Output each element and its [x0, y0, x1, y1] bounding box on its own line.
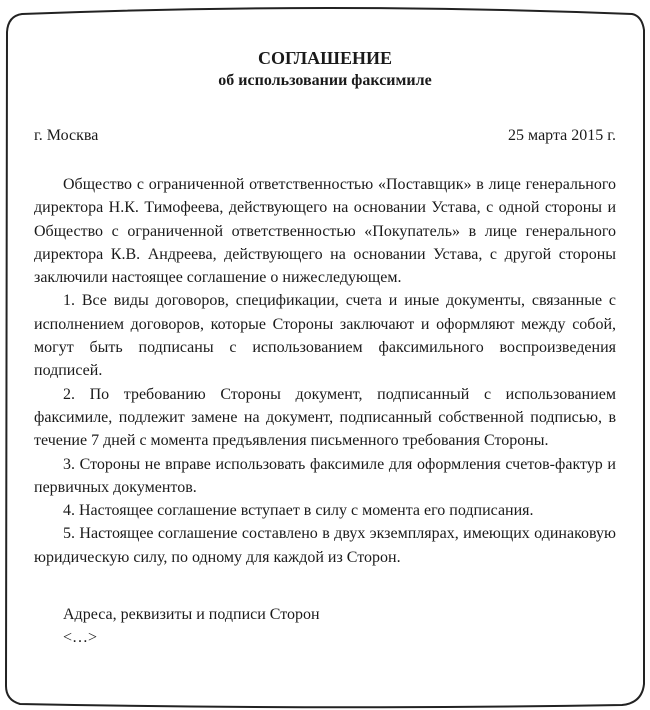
agreement-document [34, 36, 616, 649]
signatures-block [34, 603, 616, 649]
city: г. Москва [34, 127, 99, 144]
clause-4: 4. Настоящее соглашение вступает в силу с момента его подписания. [63, 502, 534, 520]
clause-5: 5. Настоящее соглашение составлено в двух экземплярах, имеющих одинаковую юридическую силу, по одному для каждой из Сторон. [34, 525, 616, 566]
date: 25 марта 2015 г. [508, 127, 616, 144]
document-title: СОГЛАШЕНИЕ [258, 48, 392, 68]
clause-1: 1. Все виды договоров, спецификации, счета и иные документы, связанные с исполнением договоров, которые Стороны заключают и оформляют между собой, могут быть подписаны с использованием факсимильного воспроизведения подписей. [34, 292, 616, 380]
omission-marker: <…> [63, 629, 98, 647]
preamble: Общество с ограниченной ответственностью «Поставщик» в лице генерального директора Н.К. Тимофеева, действующего на основании Устава, с одной стороны и Общество с ограниченной ответственностью «Покупатель» в лице генерального директора К.В. Андреева, действующего на основании Устава, с другой стороны заключили настоящее соглашение о нижеследующем. [34, 176, 616, 287]
document-subtitle: об использовании факсимиле [218, 72, 432, 89]
document-body [34, 173, 616, 569]
clause-3: 3. Стороны не вправе использовать факсимиле для оформления счетов-фактур и первичных документов. [34, 455, 616, 496]
signatures-label: Адреса, реквизиты и подписи Сторон [63, 606, 320, 624]
clause-2: 2. По требованию Стороны документ, подписанный с использованием факсимиле, подлежит замене на документ, подписанный собственной подписью, в течение 7 дней с момента предъявления письменного требования Стороны. [34, 385, 616, 450]
place-date-row [34, 125, 616, 147]
